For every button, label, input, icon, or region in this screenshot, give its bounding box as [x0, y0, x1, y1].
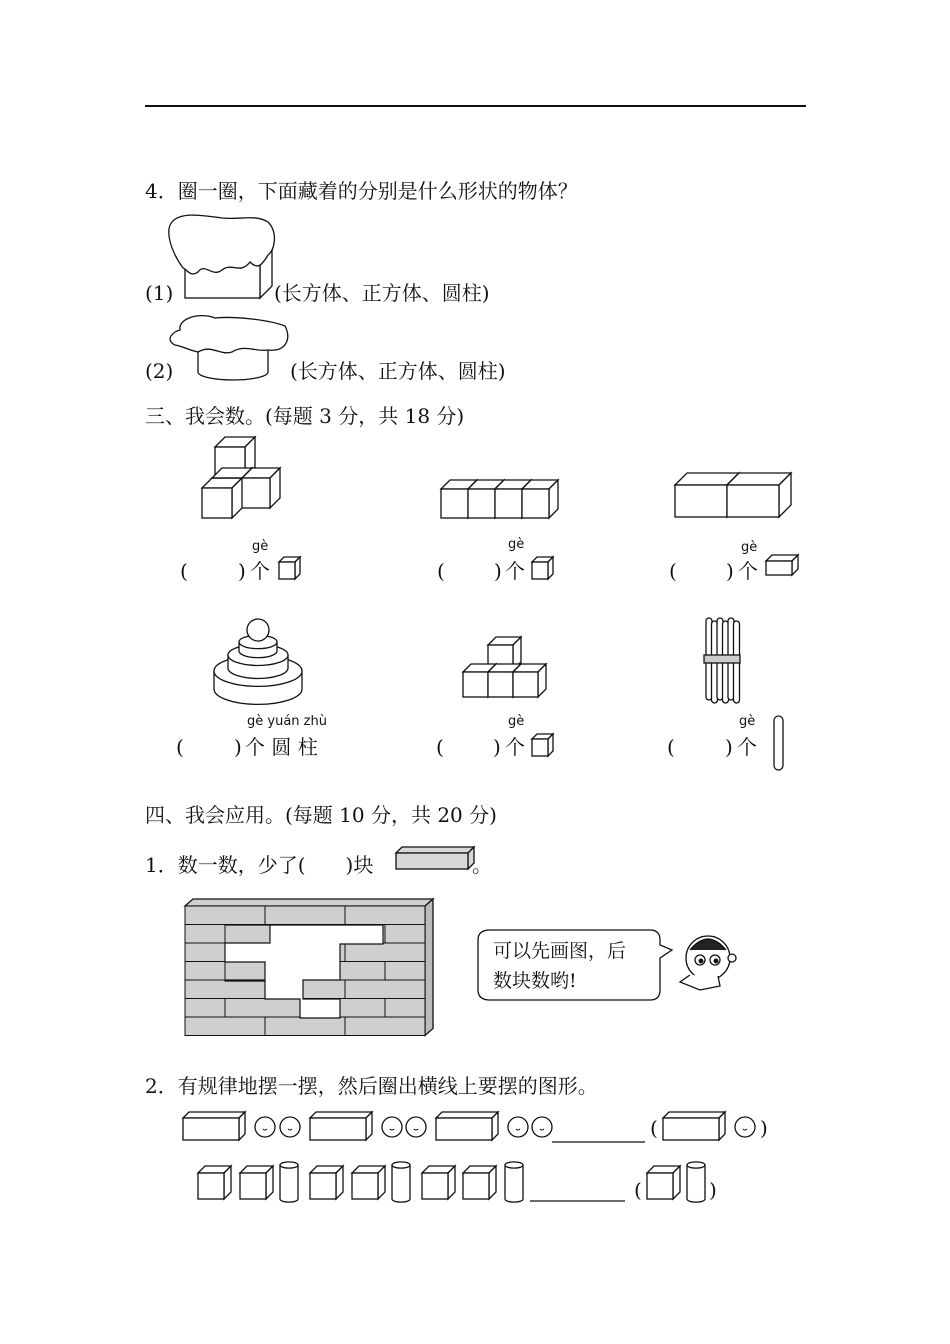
cover-blob: [170, 316, 288, 353]
unit-label: 个: [505, 559, 525, 583]
s4-q1-end: 。: [472, 853, 492, 877]
cube-shape: [198, 1166, 231, 1199]
cartoon-character-icon: [680, 936, 736, 990]
q4-item2-number: (2): [145, 359, 174, 383]
ball-shape: [406, 1117, 426, 1137]
brick: [185, 980, 265, 999]
brick: [185, 999, 225, 1018]
unit-label: 个 圆 柱: [245, 735, 318, 759]
cylinder-shape: [687, 1162, 705, 1202]
pinyin: gè: [508, 714, 525, 729]
cylinder-shape: [280, 1162, 298, 1202]
answer-open-paren: (: [669, 559, 677, 583]
answer-open-paren: (: [667, 735, 675, 759]
unit-label: 个: [505, 735, 525, 759]
hidden-cuboid-figure: [169, 215, 275, 298]
answer-close-paren: ): [238, 559, 246, 583]
brick-wall-figure: [185, 899, 433, 1036]
cuboid-shape: [436, 1112, 498, 1140]
small-cube-icon: [279, 557, 300, 579]
s4-q2-text: 2．有规律地摆一摆，然后圈出横线上要摆的图形。: [145, 1074, 598, 1098]
brick: [185, 906, 265, 925]
pinyin: gè: [508, 537, 525, 552]
brick: [345, 1017, 425, 1036]
cuboid-shape: [183, 1112, 245, 1140]
brick: [385, 925, 425, 944]
q4-item1-number: (1): [145, 281, 174, 305]
bundle-band: [704, 655, 740, 663]
ball-shape: [280, 1117, 300, 1137]
four-cubes-figure: [441, 480, 558, 518]
brick-icon: [396, 847, 474, 869]
stick-bundle-figure: [704, 618, 740, 703]
ball-shape: [382, 1117, 402, 1137]
brick: [185, 962, 225, 981]
choice-open-paren: (: [650, 1116, 658, 1140]
brick: [385, 999, 425, 1018]
choice-close-paren: ): [709, 1178, 717, 1202]
brick: [265, 906, 345, 925]
hint-line1: 可以先画图，后: [493, 940, 627, 962]
cuboid-shape: [310, 1112, 372, 1140]
q4-title: 4．圈一圈，下面藏着的分别是什么形状的物体？: [145, 179, 578, 203]
ball-shape: [735, 1117, 755, 1137]
answer-close-paren: ): [726, 559, 734, 583]
brick: [265, 1017, 345, 1036]
cube-shape: [310, 1166, 343, 1199]
ball-shape: [508, 1117, 528, 1137]
brick: [185, 1017, 265, 1036]
single-stick-icon: [774, 716, 783, 770]
answer-close-paren: ): [494, 559, 502, 583]
q4-item2-choices[interactable]: (长方体、正方体、圆柱): [290, 359, 506, 383]
brick: [345, 943, 425, 962]
cube-shape: [240, 1166, 273, 1199]
answer-open-paren: (: [436, 735, 444, 759]
brick: [345, 980, 425, 999]
section4-title: 四、我会应用。(每题 10 分，共 20 分): [145, 803, 497, 827]
cube-shape: [422, 1166, 455, 1199]
pinyin: gè yuán zhù: [247, 714, 327, 729]
ball-shape: [255, 1117, 275, 1137]
brick: [225, 999, 305, 1018]
hint-line2: 数块数哟!: [493, 970, 577, 992]
unit-label: 个: [738, 559, 758, 583]
choice-open-paren: (: [634, 1178, 642, 1202]
s4-q1-text: 1．数一数，少了( )块: [145, 853, 374, 877]
section3-title: 三、我会数。(每题 3 分，共 18 分): [145, 404, 465, 428]
answer-close-paren: ): [493, 735, 501, 759]
hidden-cylinder-figure: [170, 316, 288, 380]
two-cuboids-figure: [675, 473, 791, 517]
cube-shape: [647, 1166, 680, 1199]
cube-pyramid-figure: [463, 637, 546, 697]
cube-shape: [352, 1166, 385, 1199]
answer-close-paren: ): [725, 735, 733, 759]
cylinder-shape: [505, 1162, 523, 1202]
answer-open-paren: (: [176, 735, 184, 759]
small-cube-icon: [532, 734, 553, 756]
brick: [185, 925, 225, 944]
q4-item1-choices[interactable]: (长方体、正方体、圆柱): [274, 281, 490, 305]
pinyin: gè: [252, 539, 269, 554]
cube-stack-figure: [202, 437, 280, 518]
answer-open-paren: (: [437, 559, 445, 583]
brick: [345, 906, 425, 925]
small-cuboid-icon: [766, 555, 798, 575]
pinyin: gè: [739, 714, 756, 729]
cube-shape: [463, 1166, 496, 1199]
brick: [385, 962, 425, 981]
small-cube-icon: [532, 557, 553, 579]
answer-close-paren: ): [234, 735, 242, 759]
answer-open-paren: (: [180, 559, 188, 583]
ball-shape: [532, 1117, 552, 1137]
cover-blob: [169, 215, 275, 274]
cylinder-shape: [392, 1162, 410, 1202]
choice-close-paren: ): [760, 1116, 768, 1140]
unit-label: 个: [737, 735, 757, 759]
pinyin: gè: [741, 540, 758, 555]
unit-label: 个: [250, 559, 270, 583]
stacked-rings-figure: [214, 619, 302, 704]
cuboid-shape: [663, 1112, 725, 1140]
